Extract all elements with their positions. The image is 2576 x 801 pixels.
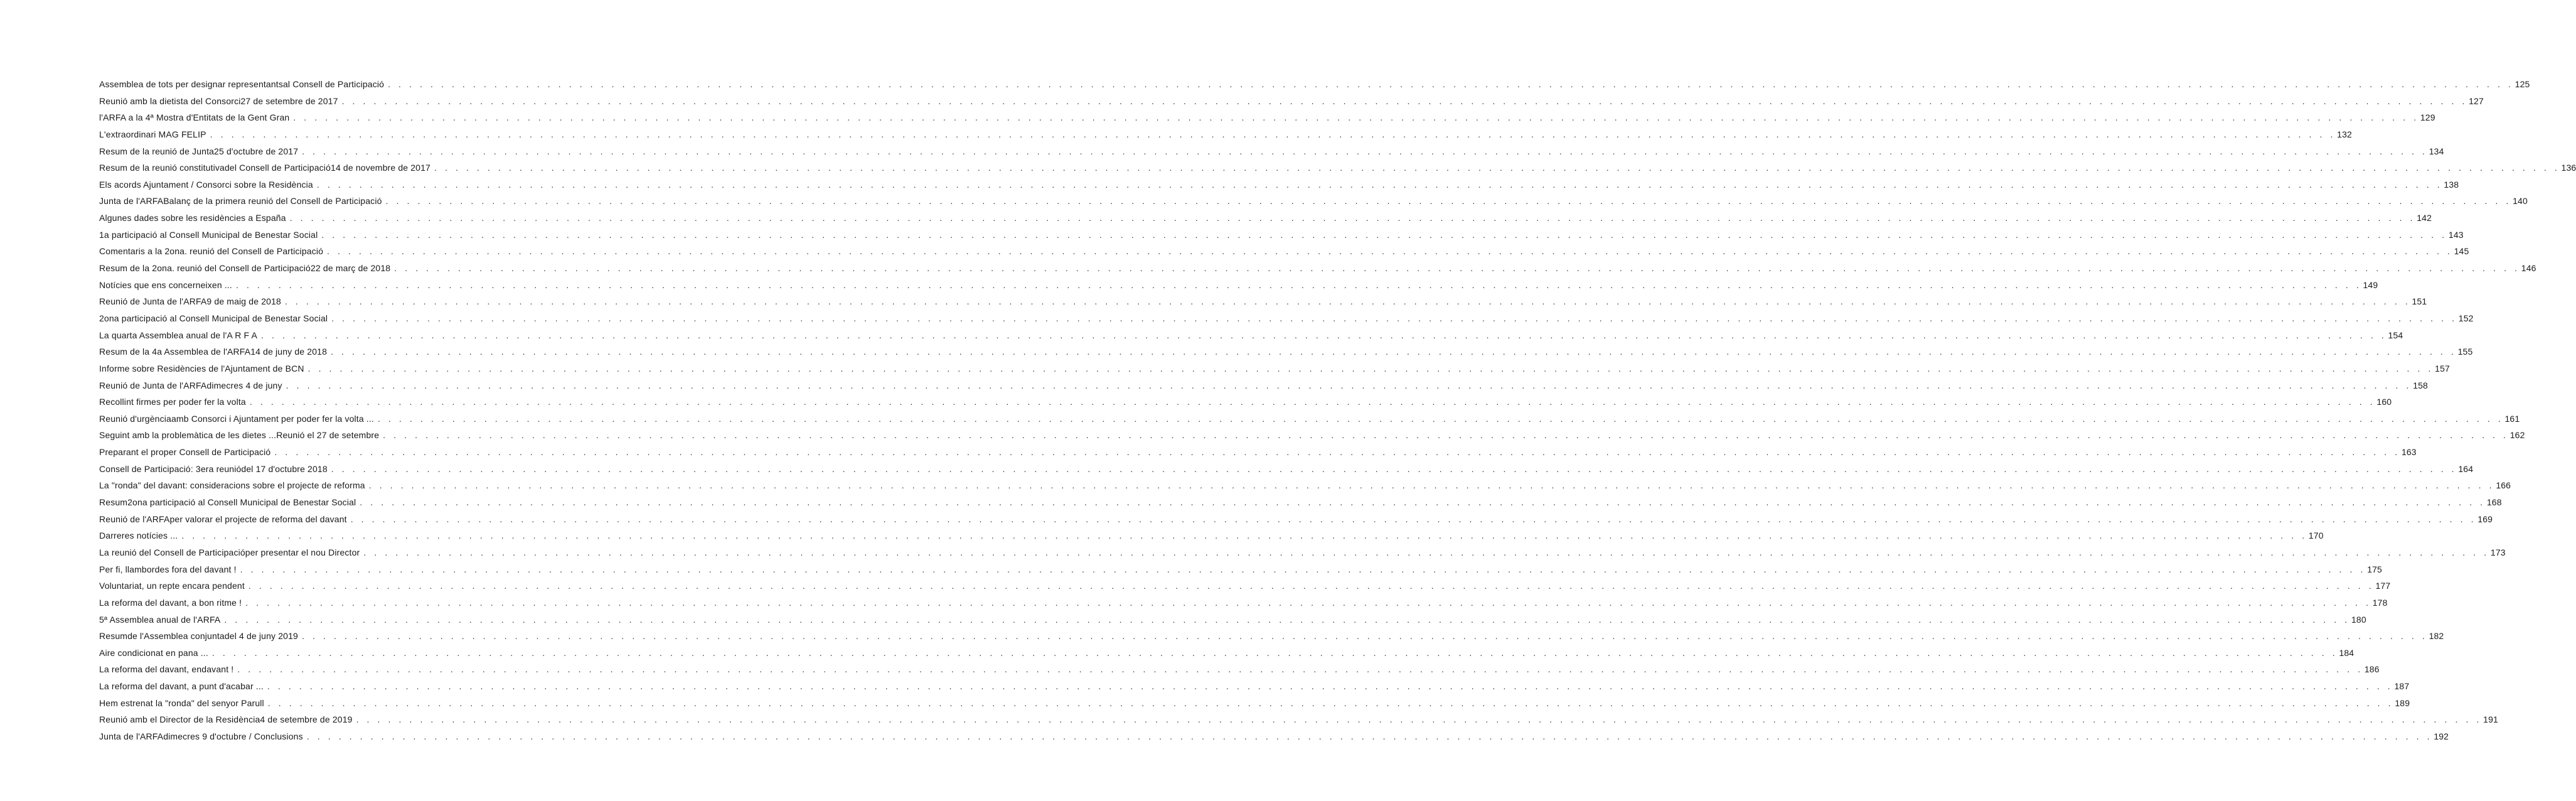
toc-entry[interactable]	[99, 210, 2432, 227]
toc-entry-title: La reforma del davant, endavant !	[99, 664, 234, 675]
toc-entry[interactable]	[99, 277, 2378, 294]
toc-entry-page: 145	[2454, 246, 2469, 257]
toc-entry[interactable]	[99, 661, 2380, 678]
toc-dot-leader: . . . . . . . . . . . . . . . . . . . . . . . . . . . . . . . . . . . . . . . . . . . . . . . . . . . . . . . . . . . . . . . . . . . . . . . . . . . . . . . . . . . . . . . . . . . . . . . . . . . . . . . . . . . . . . . . . . . . . . . . . . . . . . . . . . . . . . . . . . . . . . . . . . . . . . . . . . . . . . . . . . . . . . . . . . . . . . . . . . . . . . . . . . . . . . . . . . . . . . . .	[284, 296, 2411, 307]
toc-entry-title: Resum2ona participació al Consell Municipal de Benestar Social	[99, 497, 356, 508]
toc-dot-leader: . . . . . . . . . . . . . . . . . . . . . . . . . . . . . . . . . . . . . . . . . . . . . . . . . . . . . . . . . . . . . . . . . . . . . . . . . . . . . . . . . . . . . . . . . . . . . . . . . . . . . . . . . . . . . . . . . . . . . . . . . . . . . . . . . . . . . . . . . . . . . . . . . . . . . . . . . . . . . . . . . . . . . . . . . . . . . . . . . . . . . . . . . . . . . . . . . . . . . . . .	[383, 430, 2509, 441]
toc-dot-leader: . . . . . . . . . . . . . . . . . . . . . . . . . . . . . . . . . . . . . . . . . . . . . . . . . . . . . . . . . . . . . . . . . . . . . . . . . . . . . . . . . . . . . . . . . . . . . . . . . . . . . . . . . . . . . . . . . . . . . . . . . . . . . . . . . . . . . . . . . . . . . . . . . . . . . . . . . . . . . . . . . . . . . . . . . . . . . . . . . . . . . . . . . . . . . . . . . . . . . . . .	[385, 196, 2511, 207]
toc-entry[interactable]	[99, 243, 2469, 260]
toc-dot-leader: . . . . . . . . . . . . . . . . . . . . . . . . . . . . . . . . . . . . . . . . . . . . . . . . . . . . . . . . . . . . . . . . . . . . . . . . . . . . . . . . . . . . . . . . . . . . . . . . . . . . . . . . . . . . . . . . . . . . . . . . . . . . . . . . . . . . . . . . . . . . . . . . . . . . . . . . . . . . . . . . . . . . . . . . . . . . . . . . . . . . . . . . . . . . . . . . . . . . . . . .	[302, 631, 2428, 642]
toc-entry-title: La reforma del davant, a punt d'acabar ...	[99, 681, 264, 692]
toc-entry-page: 178	[2372, 597, 2388, 608]
toc-entry-page: 182	[2429, 631, 2444, 642]
toc-entry-page: 189	[2395, 697, 2410, 708]
toc-dot-leader: . . . . . . . . . . . . . . . . . . . . . . . . . . . . . . . . . . . . . . . . . . . . . . . . . . . . . . . . . . . . . . . . . . . . . . . . . . . . . . . . . . . . . . . . . . . . . . . . . . . . . . . . . . . . . . . . . . . . . . . . . . . . . . . . . . . . . . . . . . . . . . . . . . . . . . . . . . . . . . . . . . . . . . . . . . . . . . . . . . . . . . . . . . . . . . . . . . . . . . . .	[360, 497, 2486, 508]
toc-entry-title: Recollint firmes per poder fer la volta	[99, 397, 246, 407]
toc-dot-leader: . . . . . . . . . . . . . . . . . . . . . . . . . . . . . . . . . . . . . . . . . . . . . . . . . . . . . . . . . . . . . . . . . . . . . . . . . . . . . . . . . . . . . . . . . . . . . . . . . . . . . . . . . . . . . . . . . . . . . . . . . . . . . . . . . . . . . . . . . . . . . . . . . . . . . . . . . . . . . . . . . . . . . . . . . . . . . . . . . . . . . . . . . . . . . . . . . . . . . . . .	[240, 564, 2366, 574]
toc-entry[interactable]	[99, 527, 2324, 544]
toc-entry-page: 151	[2412, 296, 2427, 307]
toc-entry-page: 157	[2435, 363, 2450, 374]
toc-entry-page: 146	[2521, 263, 2536, 274]
toc-entry-page: 192	[2434, 731, 2449, 741]
toc-entry-page: 143	[2448, 229, 2464, 240]
toc-entry-title: La "ronda" del davant: consideracions sobre el projecte de reforma	[99, 480, 365, 491]
toc-dot-leader: . . . . . . . . . . . . . . . . . . . . . . . . . . . . . . . . . . . . . . . . . . . . . . . . . . . . . . . . . . . . . . . . . . . . . . . . . . . . . . . . . . . . . . . . . . . . . . . . . . . . . . . . . . . . . . . . . . . . . . . . . . . . . . . . . . . . . . . . . . . . . . . . . . . . . . . . . . . . . . . . . . . . . . . . . . . . . . . . . . . . . . . . . . . . . . . . . . . . . . . .	[327, 246, 2453, 257]
toc-dot-leader: . . . . . . . . . . . . . . . . . . . . . . . . . . . . . . . . . . . . . . . . . . . . . . . . . . . . . . . . . . . . . . . . . . . . . . . . . . . . . . . . . . . . . . . . . . . . . . . . . . . . . . . . . . . . . . . . . . . . . . . . . . . . . . . . . . . . . . . . . . . . . . . . . . . . . . . . . . . . . . . . . . . . . . . . . . . . . . . . . . . . . . . . . . . . . . . . . . . . . . . .	[245, 597, 2371, 608]
toc-entry[interactable]	[99, 93, 2484, 110]
toc-dot-leader: . . . . . . . . . . . . . . . . . . . . . . . . . . . . . . . . . . . . . . . . . . . . . . . . . . . . . . . . . . . . . . . . . . . . . . . . . . . . . . . . . . . . . . . . . . . . . . . . . . . . . . . . . . . . . . . . . . . . . . . . . . . . . . . . . . . . . . . . . . . . . . . . . . . . . . . . . . . . . . . . . . . . . . . . . . . . . . . . . . . . . . . . . . . . . . . . . . . . . . . .	[350, 513, 2477, 524]
toc-entry-title: Notícies que ens concerneixen ...	[99, 279, 232, 290]
toc-dot-leader: . . . . . . . . . . . . . . . . . . . . . . . . . . . . . . . . . . . . . . . . . . . . . . . . . . . . . . . . . . . . . . . . . . . . . . . . . . . . . . . . . . . . . . . . . . . . . . . . . . . . . . . . . . . . . . . . . . . . . . . . . . . . . . . . . . . . . . . . . . . . . . . . . . . . . . . . . . . . . . . . . . . . . . . . . . . . . . . . . . . . . . . . . . . . . . . . . . . . . . . .	[368, 480, 2495, 491]
toc-entry-page: 170	[2308, 530, 2324, 541]
toc-entry[interactable]	[99, 695, 2410, 712]
toc-entry[interactable]	[99, 327, 2403, 344]
toc-entry-title: Comentaris a la 2ona. reunió del Consell de Participació	[99, 246, 324, 257]
toc-dot-leader: . . . . . . . . . . . . . . . . . . . . . . . . . . . . . . . . . . . . . . . . . . . . . . . . . . . . . . . . . . . . . . . . . . . . . . . . . . . . . . . . . . . . . . . . . . . . . . . . . . . . . . . . . . . . . . . . . . . . . . . . . . . . . . . . . . . . . . . . . . . . . . . . . . . . . . . . . . . . . . . . . . . . . . . . . . . . . . . . . . . . . . . . . . . . . . . . . . . . . . . .	[356, 714, 2482, 725]
toc-dot-leader: . . . . . . . . . . . . . . . . . . . . . . . . . . . . . . . . . . . . . . . . . . . . . . . . . . . . . . . . . . . . . . . . . . . . . . . . . . . . . . . . . . . . . . . . . . . . . . . . . . . . . . . . . . . . . . . . . . . . . . . . . . . . . . . . . . . . . . . . . . . . . . . . . . . . . . . . . . . . . . . . . . . . . . . . . . . . . . . . . . . . . . . . . . . . . . . . . . . . . . . .	[237, 664, 2363, 675]
toc-entry-page: 173	[2490, 547, 2506, 557]
toc-entry[interactable]	[99, 394, 2392, 411]
toc-entry[interactable]	[99, 310, 2474, 327]
toc-entry[interactable]	[99, 143, 2444, 160]
toc-dot-leader: . . . . . . . . . . . . . . . . . . . . . . . . . . . . . . . . . . . . . . . . . . . . . . . . . . . . . . . . . . . . . . . . . . . . . . . . . . . . . . . . . . . . . . . . . . . . . . . . . . . . . . . . . . . . . . . . . . . . . . . . . . . . . . . . . . . . . . . . . . . . . . . . . . . . . . . . . . . . . . . . . . . . . . . . . . . . . . . . . . . . . . . . . . . . . . . . . . . . . . . .	[289, 213, 2416, 223]
toc-dot-leader: . . . . . . . . . . . . . . . . . . . . . . . . . . . . . . . . . . . . . . . . . . . . . . . . . . . . . . . . . . . . . . . . . . . . . . . . . . . . . . . . . . . . . . . . . . . . . . . . . . . . . . . . . . . . . . . . . . . . . . . . . . . . . . . . . . . . . . . . . . . . . . . . . . . . . . . . . . . . . . . . . . . . . . . . . . . . . . . . . . . . . . . . . . . . . . . . . . . . . . . .	[267, 681, 2393, 692]
toc-entry-page: 152	[2458, 313, 2474, 323]
toc-dot-leader: . . . . . . . . . . . . . . . . . . . . . . . . . . . . . . . . . . . . . . . . . . . . . . . . . . . . . . . . . . . . . . . . . . . . . . . . . . . . . . . . . . . . . . . . . . . . . . . . . . . . . . . . . . . . . . . . . . . . . . . . . . . . . . . . . . . . . . . . . . . . . . . . . . . . . . . . . . . . . . . . . . . . . . . . . . . . . . . . . . . . . . . . . . . . . . . . . . . . . . . .	[267, 697, 2394, 708]
toc-entry[interactable]	[99, 461, 2474, 478]
toc-entry-title: Resumde l'Assemblea conjuntadel 4 de juny 2019	[99, 631, 298, 642]
toc-dot-leader: . . . . . . . . . . . . . . . . . . . . . . . . . . . . . . . . . . . . . . . . . . . . . . . . . . . . . . . . . . . . . . . . . . . . . . . . . . . . . . . . . . . . . . . . . . . . . . . . . . . . . . . . . . . . . . . . . . . . . . . . . . . . . . . . . . . . . . . . . . . . . . . . . . . . . . . . . . . . . . . . . . . . . . . . . . . . . . . . . . . . . . . . . . . . . . . . . . . . . . . .	[293, 112, 2419, 123]
toc-entry[interactable]	[99, 594, 2388, 611]
toc-dot-leader: . . . . . . . . . . . . . . . . . . . . . . . . . . . . . . . . . . . . . . . . . . . . . . . . . . . . . . . . . . . . . . . . . . . . . . . . . . . . . . . . . . . . . . . . . . . . . . . . . . . . . . . . . . . . . . . . . . . . . . . . . . . . . . . . . . . . . . . . . . . . . . . . . . . . . . . . . . . . . . . . . . . . . . . . . . . . . . . . . . . . . . . . . . . . . . . . . . . . . . . .	[377, 413, 2504, 424]
toc-entry-page: 132	[2337, 129, 2352, 139]
toc-entry-title: Voluntariat, un repte encara pendent	[99, 581, 245, 591]
toc-dot-leader: . . . . . . . . . . . . . . . . . . . . . . . . . . . . . . . . . . . . . . . . . . . . . . . . . . . . . . . . . . . . . . . . . . . . . . . . . . . . . . . . . . . . . . . . . . . . . . . . . . . . . . . . . . . . . . . . . . . . . . . . . . . . . . . . . . . . . . . . . . . . . . . . . . . . . . . . . . . . . . . . . . . . . . . . . . . . . . . . . . . . . . . . . . . . . . . . . . . . . . . .	[235, 279, 2362, 290]
toc-entry-title: Reunió de l'ARFAper valorar el projecte de reforma del davant	[99, 513, 347, 524]
toc-entry-title: Reunió d'urgènciaamb Consorci i Ajuntament per poder fer la volta ...	[99, 413, 374, 424]
toc-dot-leader: . . . . . . . . . . . . . . . . . . . . . . . . . . . . . . . . . . . . . . . . . . . . . . . . . . . . . . . . . . . . . . . . . . . . . . . . . . . . . . . . . . . . . . . . . . . . . . . . . . . . . . . . . . . . . . . . . . . . . . . . . . . . . . . . . . . . . . . . . . . . . . . . . . . . . . . . . . . . . . . . . . . . . . . . . . . . . . . . . . . . . . . . . . . . . . . . . . . . . . . .	[224, 614, 2350, 625]
toc-dot-leader: . . . . . . . . . . . . . . . . . . . . . . . . . . . . . . . . . . . . . . . . . . . . . . . . . . . . . . . . . . . . . . . . . . . . . . . . . . . . . . . . . . . . . . . . . . . . . . . . . . . . . . . . . . . . . . . . . . . . . . . . . . . . . . . . . . . . . . . . . . . . . . . . . . . . . . . . . . . . . . . . . . . . . . . . . . . . . . . . . . . . . . . . . . . . . . . . . . . . . . . .	[331, 313, 2457, 323]
toc-entry[interactable]	[99, 628, 2444, 645]
toc-entry-title: Resum de la 2ona. reunió del Consell de Participació22 de març de 2018	[99, 263, 391, 274]
toc-entry-title: Consell de Participació: 3era reuniódel 17 d'octubre 2018	[99, 463, 328, 474]
toc-dot-leader: . . . . . . . . . . . . . . . . . . . . . . . . . . . . . . . . . . . . . . . . . . . . . . . . . . . . . . . . . . . . . . . . . . . . . . . . . . . . . . . . . . . . . . . . . . . . . . . . . . . . . . . . . . . . . . . . . . . . . . . . . . . . . . . . . . . . . . . . . . . . . . . . . . . . . . . . . . . . . . . . . . . . . . . . . . . . . . . . . . . . . . . . . . . . . . . . . . . . . . . .	[211, 647, 2338, 658]
toc-entry[interactable]	[99, 511, 2493, 528]
toc-entry-title: Assemblea de tots per designar representantsal Consell de Participació	[99, 79, 385, 89]
toc-dot-leader: . . . . . . . . . . . . . . . . . . . . . . . . . . . . . . . . . . . . . . . . . . . . . . . . . . . . . . . . . . . . . . . . . . . . . . . . . . . . . . . . . . . . . . . . . . . . . . . . . . . . . . . . . . . . . . . . . . . . . . . . . . . . . . . . . . . . . . . . . . . . . . . . . . . . . . . . . . . . . . . . . . . . . . . . . . . . . . . . . . . . . . . . . . . . . . . . . . . . . . . .	[307, 363, 2434, 374]
toc-dot-leader: . . . . . . . . . . . . . . . . . . . . . . . . . . . . . . . . . . . . . . . . . . . . . . . . . . . . . . . . . . . . . . . . . . . . . . . . . . . . . . . . . . . . . . . . . . . . . . . . . . . . . . . . . . . . . . . . . . . . . . . . . . . . . . . . . . . . . . . . . . . . . . . . . . . . . . . . . . . . . . . . . . . . . . . . . . . . . . . . . . . . . . . . . . . . . . . . . . . . . . . .	[331, 463, 2457, 474]
toc-entry-page: 149	[2363, 279, 2378, 290]
toc-dot-leader: . . . . . . . . . . . . . . . . . . . . . . . . . . . . . . . . . . . . . . . . . . . . . . . . . . . . . . . . . . . . . . . . . . . . . . . . . . . . . . . . . . . . . . . . . . . . . . . . . . . . . . . . . . . . . . . . . . . . . . . . . . . . . . . . . . . . . . . . . . . . . . . . . . . . . . . . . . . . . . . . . . . . . . . . . . . . . . . . . . . . . . . . . . . . . . . . . . . . . . . .	[321, 229, 2447, 240]
toc-entry[interactable]	[99, 728, 2449, 745]
toc-entry-page: 186	[2364, 664, 2380, 675]
toc-entry-page: 158	[2413, 380, 2428, 390]
toc-entry-title: Hem estrenat la "ronda" del senyor Parull	[99, 697, 264, 708]
toc-entry[interactable]	[99, 444, 2417, 461]
toc-dot-leader: . . . . . . . . . . . . . . . . . . . . . . . . . . . . . . . . . . . . . . . . . . . . . . . . . . . . . . . . . . . . . . . . . . . . . . . . . . . . . . . . . . . . . . . . . . . . . . . . . . . . . . . . . . . . . . . . . . . . . . . . . . . . . . . . . . . . . . . . . . . . . . . . . . . . . . . . . . . . . . . . . . . . . . . . . . . . . . . . . . . . . . . . . . . . . . . . . . . . . . . .	[302, 146, 2428, 156]
toc-entry-title: Aire condicionat en pana ...	[99, 647, 208, 658]
toc-entry-page: 136	[2561, 163, 2576, 173]
toc-dot-leader: . . . . . . . . . . . . . . . . . . . . . . . . . . . . . . . . . . . . . . . . . . . . . . . . . . . . . . . . . . . . . . . . . . . . . . . . . . . . . . . . . . . . . . . . . . . . . . . . . . . . . . . . . . . . . . . . . . . . . . . . . . . . . . . . . . . . . . . . . . . . . . . . . . . . . . . . . . . . . . . . . . . . . . . . . . . . . . . . . . . . . . . . . . . . . . . . . . . . . . . .	[210, 129, 2336, 139]
toc-entry-title: L'extraordinari MAG FELIP	[99, 129, 206, 139]
toc-entry-title: 2ona participació al Consell Municipal de Benestar Social	[99, 313, 328, 323]
toc-entry[interactable]	[99, 343, 2473, 360]
toc-entry-title: Algunes dades sobre les residències a España	[99, 213, 286, 223]
toc-dot-leader: . . . . . . . . . . . . . . . . . . . . . . . . . . . . . . . . . . . . . . . . . . . . . . . . . . . . . . . . . . . . . . . . . . . . . . . . . . . . . . . . . . . . . . . . . . . . . . . . . . . . . . . . . . . . . . . . . . . . . . . . . . . . . . . . . . . . . . . . . . . . . . . . . . . . . . . . . . . . . . . . . . . . . . . . . . . . . . . . . . . . . . . . . . . . . . . . . . . . . . . .	[388, 79, 2514, 89]
toc-entry-page: 161	[2504, 413, 2520, 424]
toc-dot-leader: . . . . . . . . . . . . . . . . . . . . . . . . . . . . . . . . . . . . . . . . . . . . . . . . . . . . . . . . . . . . . . . . . . . . . . . . . . . . . . . . . . . . . . . . . . . . . . . . . . . . . . . . . . . . . . . . . . . . . . . . . . . . . . . . . . . . . . . . . . . . . . . . . . . . . . . . . . . . . . . . . . . . . . . . . . . . . . . . . . . . . . . . . . . . . . . . . . . . . . . .	[316, 179, 2443, 190]
toc-entry-title: Reunió amb la dietista del Consorci27 de setembre de 2017	[99, 95, 338, 106]
toc-entry-page: 154	[2388, 330, 2403, 340]
toc-entry[interactable]	[99, 126, 2352, 143]
toc-entry-page: 169	[2477, 513, 2493, 524]
toc-dot-leader: . . . . . . . . . . . . . . . . . . . . . . . . . . . . . . . . . . . . . . . . . . . . . . . . . . . . . . . . . . . . . . . . . . . . . . . . . . . . . . . . . . . . . . . . . . . . . . . . . . . . . . . . . . . . . . . . . . . . . . . . . . . . . . . . . . . . . . . . . . . . . . . . . . . . . . . . . . . . . . . . . . . . . . . . . . . . . . . . . . . . . . . . . . . . . . . . . . . . . . . .	[306, 731, 2433, 741]
toc-dot-leader: . . . . . . . . . . . . . . . . . . . . . . . . . . . . . . . . . . . . . . . . . . . . . . . . . . . . . . . . . . . . . . . . . . . . . . . . . . . . . . . . . . . . . . . . . . . . . . . . . . . . . . . . . . . . . . . . . . . . . . . . . . . . . . . . . . . . . . . . . . . . . . . . . . . . . . . . . . . . . . . . . . . . . . . . . . . . . . . . . . . . . . . . . . . . . . . . . . . . . . . .	[434, 163, 2560, 173]
toc-entry-title: 1a participació al Consell Municipal de Benestar Social	[99, 229, 318, 240]
toc-entry-page: 184	[2339, 647, 2354, 658]
toc-entry[interactable]	[99, 260, 2536, 277]
toc-entry[interactable]	[99, 427, 2525, 444]
toc-dot-leader: . . . . . . . . . . . . . . . . . . . . . . . . . . . . . . . . . . . . . . . . . . . . . . . . . . . . . . . . . . . . . . . . . . . . . . . . . . . . . . . . . . . . . . . . . . . . . . . . . . . . . . . . . . . . . . . . . . . . . . . . . . . . . . . . . . . . . . . . . . . . . . . . . . . . . . . . . . . . . . . . . . . . . . . . . . . . . . . . . . . . . . . . . . . . . . . . . . . . . . . .	[274, 447, 2400, 458]
toc-entry-page: 125	[2515, 79, 2530, 89]
toc-dot-leader: . . . . . . . . . . . . . . . . . . . . . . . . . . . . . . . . . . . . . . . . . . . . . . . . . . . . . . . . . . . . . . . . . . . . . . . . . . . . . . . . . . . . . . . . . . . . . . . . . . . . . . . . . . . . . . . . . . . . . . . . . . . . . . . . . . . . . . . . . . . . . . . . . . . . . . . . . . . . . . . . . . . . . . . . . . . . . . . . . . . . . . . . . . . . . . . . . . . . . . . .	[394, 263, 2520, 274]
toc-entry-page: 163	[2401, 447, 2417, 458]
toc-entry-title: La reforma del davant, a bon ritme !	[99, 597, 242, 608]
toc-entry-page: 166	[2496, 480, 2511, 491]
toc-entry-title: Resum de la 4a Assemblea de l'ARFA14 de juny de 2018	[99, 347, 328, 357]
toc-entry-title: l'ARFA a la 4ª Mostra d'Entitats de la Gent Gran	[99, 112, 290, 123]
toc-entry-page: 164	[2458, 463, 2474, 474]
toc-dot-leader: . . . . . . . . . . . . . . . . . . . . . . . . . . . . . . . . . . . . . . . . . . . . . . . . . . . . . . . . . . . . . . . . . . . . . . . . . . . . . . . . . . . . . . . . . . . . . . . . . . . . . . . . . . . . . . . . . . . . . . . . . . . . . . . . . . . . . . . . . . . . . . . . . . . . . . . . . . . . . . . . . . . . . . . . . . . . . . . . . . . . . . . . . . . . . . . . . . . . . . . .	[249, 397, 2376, 407]
toc-entry-page: 162	[2509, 430, 2525, 441]
toc-entry-page: 160	[2376, 397, 2392, 407]
toc-entry-page: 175	[2367, 564, 2382, 574]
toc-entry-title: Els acords Ajuntament / Consorci sobre la Residència	[99, 179, 313, 190]
toc-dot-leader: . . . . . . . . . . . . . . . . . . . . . . . . . . . . . . . . . . . . . . . . . . . . . . . . . . . . . . . . . . . . . . . . . . . . . . . . . . . . . . . . . . . . . . . . . . . . . . . . . . . . . . . . . . . . . . . . . . . . . . . . . . . . . . . . . . . . . . . . . . . . . . . . . . . . . . . . . . . . . . . . . . . . . . . . . . . . . . . . . . . . . . . . . . . . . . . . . . . . . . . .	[286, 380, 2412, 390]
toc-entry-title: Reunió de Junta de l'ARFA9 de maig de 2018	[99, 296, 281, 307]
toc-entry-title: Per fi, llambordes fora del davant !	[99, 564, 237, 574]
toc-entry-page: 187	[2394, 681, 2410, 692]
toc-entry[interactable]	[99, 227, 2464, 244]
toc-entry-page: 140	[2513, 196, 2528, 207]
toc-entry[interactable]	[99, 494, 2502, 511]
toc-entry-title: La quarta Assemblea anual de l'A R F A	[99, 330, 257, 340]
toc-entry-page: 129	[2420, 112, 2435, 123]
toc-entry-title: Junta de l'ARFABalanç de la primera reunió del Consell de Participació	[99, 196, 382, 207]
toc-entry-page: 127	[2469, 95, 2484, 106]
toc-entry-page: 191	[2483, 714, 2498, 725]
toc-dot-leader: . . . . . . . . . . . . . . . . . . . . . . . . . . . . . . . . . . . . . . . . . . . . . . . . . . . . . . . . . . . . . . . . . . . . . . . . . . . . . . . . . . . . . . . . . . . . . . . . . . . . . . . . . . . . . . . . . . . . . . . . . . . . . . . . . . . . . . . . . . . . . . . . . . . . . . . . . . . . . . . . . . . . . . . . . . . . . . . . . . . . . . . . . . . . . . . . . . . . . . . .	[363, 547, 2489, 557]
toc-entry[interactable]	[99, 578, 2391, 594]
toc-entry[interactable]	[99, 645, 2354, 662]
toc-dot-leader: . . . . . . . . . . . . . . . . . . . . . . . . . . . . . . . . . . . . . . . . . . . . . . . . . . . . . . . . . . . . . . . . . . . . . . . . . . . . . . . . . . . . . . . . . . . . . . . . . . . . . . . . . . . . . . . . . . . . . . . . . . . . . . . . . . . . . . . . . . . . . . . . . . . . . . . . . . . . . . . . . . . . . . . . . . . . . . . . . . . . . . . . . . . . . . . . . . . . . . . .	[248, 581, 2375, 591]
toc-entry[interactable]	[99, 176, 2459, 193]
toc-entry-title: La reunió del Consell de Participacióper presentar el nou Director	[99, 547, 360, 557]
toc-entry[interactable]	[99, 360, 2450, 377]
toc-entry-title: Preparant el proper Consell de Participació	[99, 447, 271, 458]
toc-entry-title: Resum de la reunió constitutivadel Consell de Participació14 de novembre de 2017	[99, 163, 430, 173]
toc-entry[interactable]	[99, 377, 2428, 394]
toc-entry[interactable]	[99, 544, 2506, 561]
toc-entry[interactable]	[99, 611, 2366, 628]
toc-entry-title: Junta de l'ARFAdimecres 9 d'octubre / Conclusions	[99, 731, 303, 741]
toc-entry-title: Seguint amb la problemàtica de les dietes ...Reunió el 27 de setembre	[99, 430, 380, 441]
toc-dot-leader: . . . . . . . . . . . . . . . . . . . . . . . . . . . . . . . . . . . . . . . . . . . . . . . . . . . . . . . . . . . . . . . . . . . . . . . . . . . . . . . . . . . . . . . . . . . . . . . . . . . . . . . . . . . . . . . . . . . . . . . . . . . . . . . . . . . . . . . . . . . . . . . . . . . . . . . . . . . . . . . . . . . . . . . . . . . . . . . . . . . . . . . . . . . . . . . . . . . . . . . .	[181, 530, 2307, 541]
toc-entry-page: 177	[2375, 581, 2391, 591]
toc-entry-title: Reunió de Junta de l'ARFAdimecres 4 de juny	[99, 380, 282, 390]
toc-entry-page: 134	[2429, 146, 2444, 156]
toc-entry[interactable]	[99, 561, 2382, 578]
toc-entry[interactable]	[99, 109, 2435, 126]
toc-entry[interactable]	[99, 477, 2511, 494]
toc-entry-page: 138	[2444, 179, 2459, 190]
toc-entry-page: 168	[2486, 497, 2502, 508]
toc-entry[interactable]	[99, 678, 2410, 695]
toc-entry-page: 180	[2351, 614, 2366, 625]
toc-entry[interactable]	[99, 293, 2427, 310]
toc-dot-leader: . . . . . . . . . . . . . . . . . . . . . . . . . . . . . . . . . . . . . . . . . . . . . . . . . . . . . . . . . . . . . . . . . . . . . . . . . . . . . . . . . . . . . . . . . . . . . . . . . . . . . . . . . . . . . . . . . . . . . . . . . . . . . . . . . . . . . . . . . . . . . . . . . . . . . . . . . . . . . . . . . . . . . . . . . . . . . . . . . . . . . . . . . . . . . . . . . . . . . . . .	[341, 95, 2467, 106]
toc-dot-leader: . . . . . . . . . . . . . . . . . . . . . . . . . . . . . . . . . . . . . . . . . . . . . . . . . . . . . . . . . . . . . . . . . . . . . . . . . . . . . . . . . . . . . . . . . . . . . . . . . . . . . . . . . . . . . . . . . . . . . . . . . . . . . . . . . . . . . . . . . . . . . . . . . . . . . . . . . . . . . . . . . . . . . . . . . . . . . . . . . . . . . . . . . . . . . . . . . . . . . . . .	[331, 347, 2457, 357]
toc-entry-page: 142	[2417, 213, 2432, 223]
toc-entry[interactable]	[99, 159, 2576, 176]
toc-entry-title: Resum de la reunió de Junta25 d'octubre de 2017	[99, 146, 299, 156]
toc-dot-leader: . . . . . . . . . . . . . . . . . . . . . . . . . . . . . . . . . . . . . . . . . . . . . . . . . . . . . . . . . . . . . . . . . . . . . . . . . . . . . . . . . . . . . . . . . . . . . . . . . . . . . . . . . . . . . . . . . . . . . . . . . . . . . . . . . . . . . . . . . . . . . . . . . . . . . . . . . . . . . . . . . . . . . . . . . . . . . . . . . . . . . . . . . . . . . . . . . . . . . . . .	[260, 330, 2387, 340]
toc-entry-title: 5ª Assemblea anual de l'ARFA	[99, 614, 221, 625]
toc-entry-page: 155	[2457, 347, 2473, 357]
toc-entry-title: Darreres notícies ...	[99, 530, 178, 541]
toc-entry-title: Informe sobre Residències de l'Ajuntament de BCN	[99, 363, 304, 374]
toc-entry[interactable]	[99, 411, 2520, 427]
toc-entry[interactable]	[99, 193, 2528, 210]
toc-entry-title: Reunió amb el Director de la Residència4 de setembre de 2019	[99, 714, 353, 725]
toc-entry[interactable]	[99, 76, 2530, 93]
toc-entry[interactable]	[99, 711, 2498, 728]
table-of-contents	[99, 76, 2576, 745]
